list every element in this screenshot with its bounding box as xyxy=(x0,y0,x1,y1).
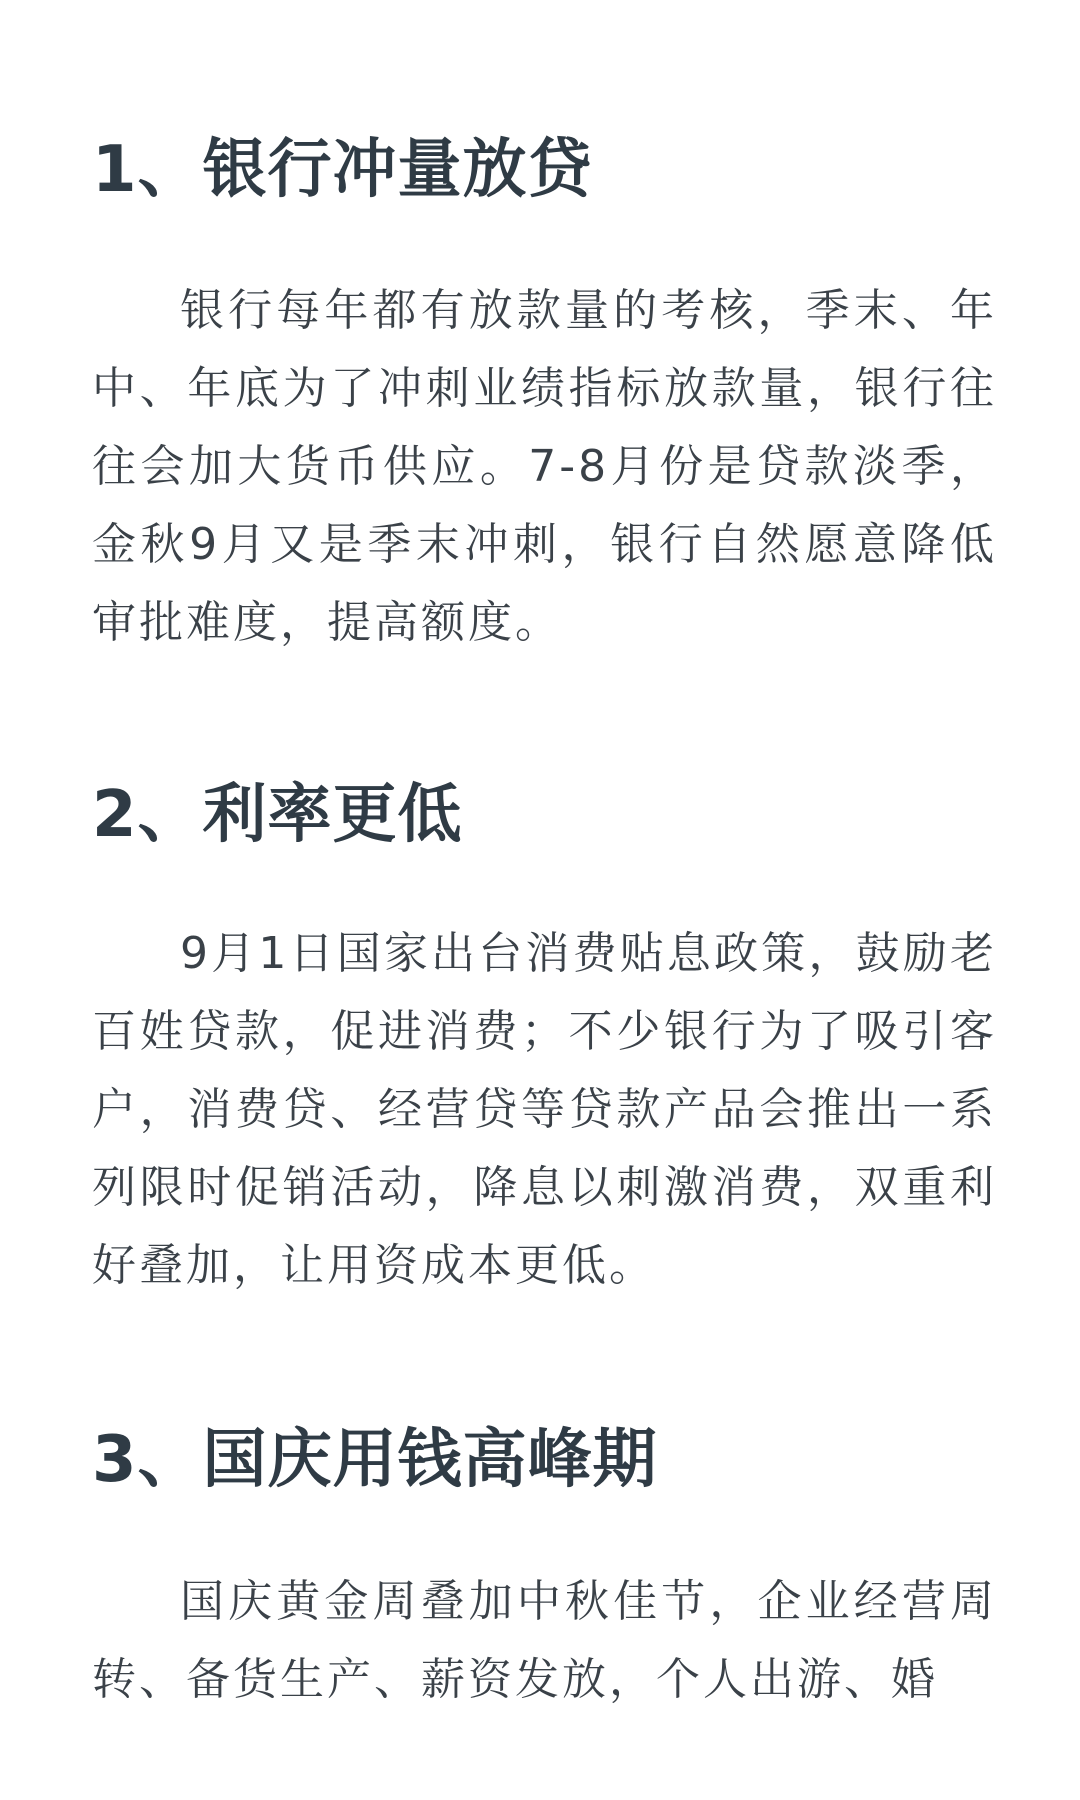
section-1-heading-block xyxy=(92,130,997,210)
section-paragraph: 银行每年都有放款量的考核，季末、年中、年底为了冲刺业绩指标放款量，银行往往会加大货币供应。7-8月份是贷款淡季，金秋9月又是季末冲刺，银行自然愿意降低审批难度，提高额度。 xyxy=(92,285,997,648)
section-heading: 1、银行冲量放贷 xyxy=(92,133,593,207)
section-1-body-block xyxy=(92,272,997,662)
section-2-heading-block xyxy=(92,775,997,855)
section-paragraph: 国庆黄金周叠加中秋佳节，企业经营周转、备货生产、薪资发放，个人出游、婚 xyxy=(92,1576,997,1705)
section-paragraph: 9月1日国家出台消费贴息政策，鼓励老百姓贷款，促进消费；不少银行为了吸引客户，消费贷、经营贷等贷款产品会推出一系列限时促销活动，降息以刺激消费，双重利好叠加，让用资成本更低。 xyxy=(92,928,997,1291)
section-heading: 3、国庆用钱高峰期 xyxy=(92,1423,658,1497)
section-heading: 2、利率更低 xyxy=(92,778,463,852)
section-2-body-block xyxy=(92,915,997,1305)
section-3-body-block xyxy=(92,1563,997,1719)
section-3-heading-block xyxy=(92,1420,997,1500)
